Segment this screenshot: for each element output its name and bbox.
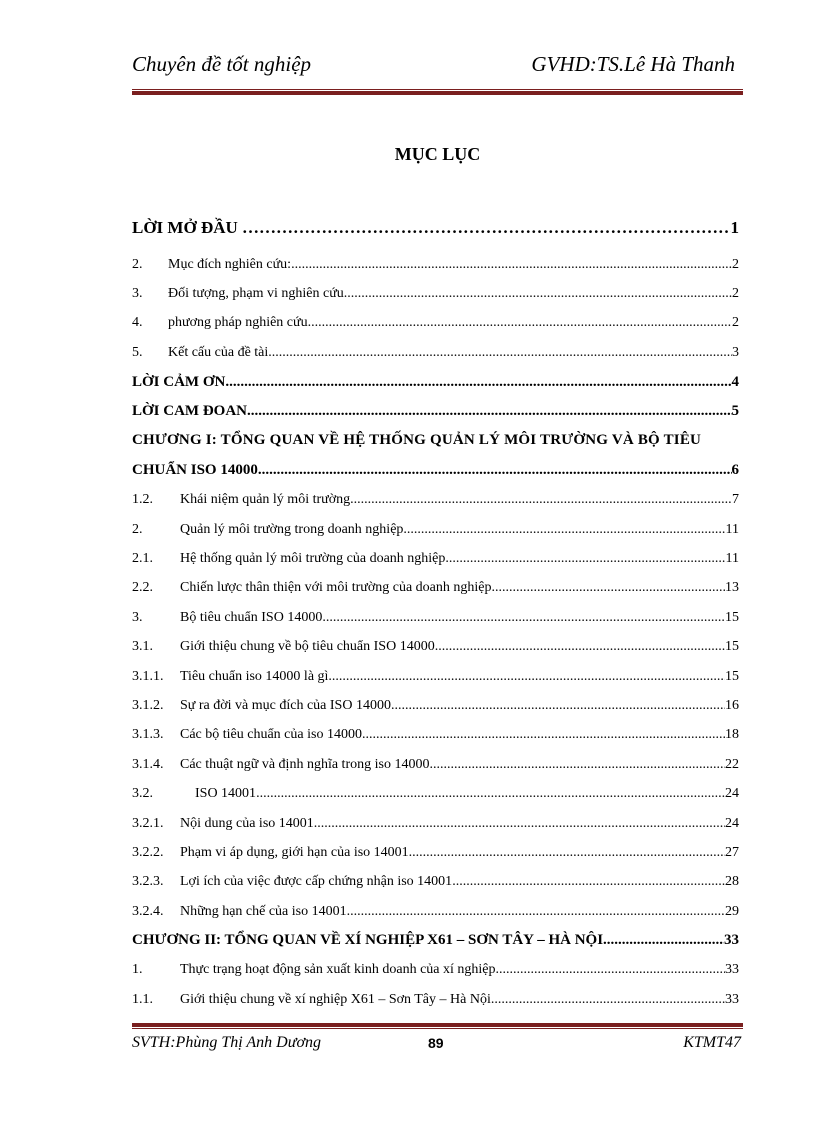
toc-page: 33 <box>724 932 739 949</box>
toc-entry[interactable] <box>132 603 739 632</box>
toc-entry[interactable] <box>132 691 739 720</box>
toc-page: 27 <box>725 844 739 860</box>
toc-entry[interactable] <box>132 544 739 573</box>
footer-class: KTMT47 <box>683 1034 741 1051</box>
toc-entry[interactable] <box>132 868 739 897</box>
toc-page: 24 <box>725 815 739 831</box>
toc-text: Các bộ tiêu chuẩn của iso 14000. <box>180 727 366 743</box>
toc-page: 2 <box>732 315 739 331</box>
toc-page: 2 <box>732 286 739 302</box>
toc-text: Chiến lược thân thiện với môi trường của doanh nghiệp <box>180 580 492 596</box>
toc-number: 4. <box>132 315 143 331</box>
toc-number: 5. <box>132 344 143 360</box>
toc-text: LỜI MỞ ĐẦU <box>132 218 238 237</box>
toc-text: CHƯƠNG II: TỔNG QUAN VỀ XÍ NGHIỆP X61 – SƠN TÂY – HÀ NỘI <box>132 932 604 949</box>
toc-page: 15 <box>725 639 739 655</box>
toc-text: Giới thiệu chung về xí nghiệp X61 – Sơn Tây – Hà Nội <box>180 991 491 1007</box>
toc-entry[interactable] <box>132 309 739 338</box>
toc-text: Kết cấu của đề tài <box>168 344 269 360</box>
toc-text: Lợi ích của việc được cấp chứng nhận iso 14001 <box>180 874 453 890</box>
toc-text: phương pháp nghiên cứu <box>168 315 308 331</box>
toc-text: Giới thiệu chung về bộ tiêu chuẩn ISO 14000 <box>180 639 435 655</box>
toc-number: 3.1.4. <box>132 756 164 772</box>
toc-entry[interactable] <box>132 779 739 808</box>
header-left: Chuyên đề tốt nghiệp <box>132 52 312 76</box>
toc-page: 1 <box>730 218 739 237</box>
toc-number: 3.1.3. <box>132 727 164 743</box>
toc-page: 11 <box>725 551 739 567</box>
toc-page: 24 <box>725 786 739 802</box>
toc-number: 2. <box>132 256 143 272</box>
toc-text: LỜI CAM ĐOAN <box>132 402 247 419</box>
toc-number: 3.1.1. <box>132 668 164 684</box>
toc-page: 28 <box>725 874 739 890</box>
toc-entry[interactable] <box>132 456 739 486</box>
toc-entry[interactable] <box>132 426 739 456</box>
toc-page: 6 <box>731 462 739 479</box>
toc-text: Đối tượng, phạm vi nghiên cứu <box>168 286 344 302</box>
toc-page: 33 <box>725 991 739 1007</box>
toc-leader <box>350 492 732 508</box>
toc-text: Phạm vi áp dụng, giới hạn của iso 14001. <box>180 844 413 860</box>
toc-leader <box>603 932 724 949</box>
toc-entry[interactable] <box>132 368 739 397</box>
toc-leader <box>322 610 725 626</box>
page-title: MỤC LỤC <box>394 144 481 164</box>
toc-page: 2 <box>732 256 739 272</box>
toc-number: 1. <box>132 962 143 978</box>
header-rule <box>132 89 743 95</box>
toc-leader <box>433 757 725 773</box>
toc-number: 1.2. <box>132 492 153 508</box>
toc-entry[interactable] <box>132 662 739 691</box>
toc-number: 2. <box>132 521 143 537</box>
toc-leader <box>391 698 725 714</box>
toc-number: 3. <box>132 286 143 302</box>
toc-number: 3.1. <box>132 639 153 655</box>
toc-entry[interactable] <box>132 279 739 308</box>
toc-page: 29 <box>725 903 739 919</box>
toc-number: 1.1. <box>132 991 153 1007</box>
toc-entry[interactable] <box>132 985 739 1014</box>
toc-entry[interactable] <box>132 633 739 662</box>
toc-page: 22 <box>725 756 739 772</box>
toc-page: 15 <box>725 668 739 684</box>
toc-leader <box>435 639 725 655</box>
toc-number: 3. <box>132 609 143 625</box>
toc-page: 3 <box>732 344 739 360</box>
toc-entry[interactable] <box>132 204 739 240</box>
toc-leader <box>496 962 725 978</box>
toc-leader <box>258 462 732 479</box>
toc-entry[interactable] <box>132 838 739 867</box>
toc-text: Hệ thống quản lý môi trường của doanh nghiệp <box>180 551 446 567</box>
page-footer <box>132 1034 743 1056</box>
page-header <box>132 52 743 80</box>
header-right: GVHD:TS.Lê Hà Thanh <box>531 52 735 76</box>
footer-page-number: 89 <box>428 1035 444 1051</box>
toc-entry[interactable] <box>132 926 739 955</box>
toc-entry[interactable] <box>132 486 739 515</box>
toc-text: Quản lý môi trường trong doanh nghiệp <box>180 521 404 537</box>
toc-number: 3.2.1. <box>132 815 164 831</box>
toc-text: Các thuật ngữ và định nghĩa trong iso 14000. <box>180 756 433 772</box>
toc-leader <box>317 816 725 832</box>
toc-page: 18 <box>725 727 739 743</box>
toc-text: Sự ra đời và mục đích của ISO 14000 <box>180 697 391 713</box>
toc-leader <box>412 845 725 861</box>
toc-leader <box>268 345 732 361</box>
toc-text: Mục đích nghiên cứu: <box>168 256 292 272</box>
toc-text: Khái niệm quản lý môi trường <box>180 492 351 508</box>
toc-number: 3.2.3. <box>132 874 164 890</box>
toc-text: Tiêu chuẩn iso 14000 là gì <box>180 668 329 684</box>
toc-page: 11 <box>725 521 739 537</box>
toc-entry[interactable] <box>132 721 739 750</box>
toc-leader <box>225 374 731 391</box>
toc-number: 3.1.2. <box>132 697 164 713</box>
toc-page: 16 <box>725 697 739 713</box>
toc-leader <box>445 551 725 567</box>
toc-leader <box>403 522 725 538</box>
table-of-contents <box>132 204 739 1014</box>
toc-text: Những hạn chế của iso 14001 <box>180 903 347 919</box>
toc-page: 15 <box>725 609 739 625</box>
toc-leader <box>344 286 732 302</box>
toc-page: 33 <box>725 962 739 978</box>
toc-leader <box>291 257 732 273</box>
toc-entry[interactable] <box>132 338 739 367</box>
toc-number: 3.2. <box>132 786 153 802</box>
toc-number: 3.2.2. <box>132 844 164 860</box>
toc-leader <box>492 580 726 596</box>
toc-text: CHUẨN ISO 14000 <box>132 462 258 479</box>
toc-text: Bộ tiêu chuẩn ISO 14000 <box>180 609 323 625</box>
toc-number: 2.1. <box>132 551 153 567</box>
toc-page: 7 <box>732 492 739 508</box>
toc-number: 3.2.4. <box>132 903 164 919</box>
toc-text: Thực trạng hoạt động sản xuất kinh doanh của xí nghiệp <box>180 962 496 978</box>
toc-page: 4 <box>731 373 739 390</box>
toc-entry[interactable] <box>132 574 739 603</box>
toc-entry[interactable] <box>132 809 739 838</box>
toc-page: 13 <box>725 580 739 596</box>
toc-text: Nội dung của iso 14001. <box>180 815 318 831</box>
toc-text: LỜI CẢM ƠN <box>132 373 226 390</box>
toc-number: 2.2. <box>132 580 153 596</box>
toc-text: ISO 14001 <box>195 786 257 802</box>
toc-entry[interactable] <box>132 515 739 544</box>
toc-leader <box>491 992 725 1008</box>
toc-entry[interactable] <box>132 897 739 926</box>
toc-leader <box>328 669 725 685</box>
toc-leader <box>347 904 725 920</box>
toc-leader <box>308 315 732 331</box>
toc-entry[interactable] <box>132 955 739 984</box>
toc-entry[interactable] <box>132 750 739 779</box>
toc-leader <box>242 218 730 238</box>
footer-author: SVTH:Phùng Thị Anh Dương <box>132 1034 321 1051</box>
toc-leader <box>247 403 732 420</box>
toc-entry[interactable] <box>132 397 739 426</box>
toc-page: 5 <box>731 402 739 419</box>
toc-leader <box>256 786 725 802</box>
toc-leader <box>365 727 725 743</box>
footer-rule <box>132 1023 743 1029</box>
toc-entry[interactable] <box>132 250 739 279</box>
toc-leader <box>452 874 725 890</box>
toc-text: CHƯƠNG I: TỔNG QUAN VỀ HỆ THỐNG QUẢN LÝ MÔI TRƯỜNG VÀ BỘ TIÊU <box>132 432 702 449</box>
